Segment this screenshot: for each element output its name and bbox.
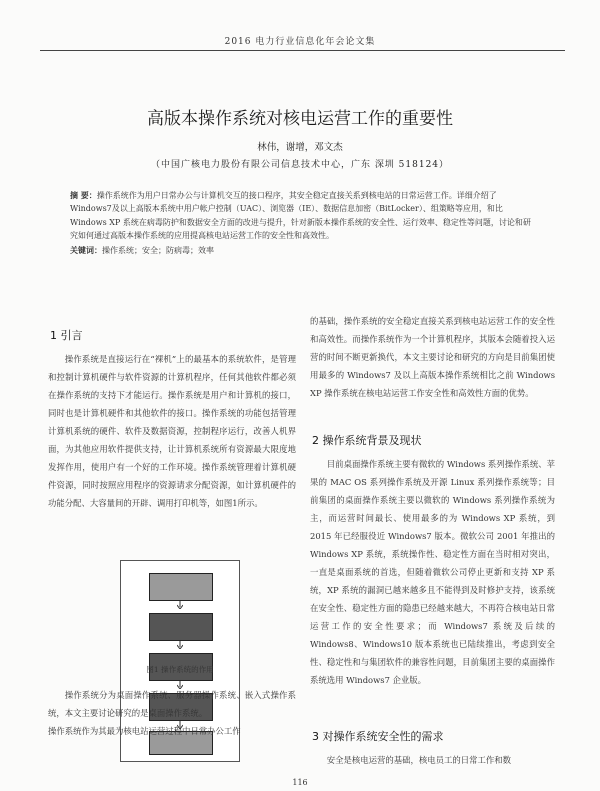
abstract-label: 摘 要： xyxy=(70,191,97,200)
section1-paragraph-3: 操作系统作为其最为核电站运营过程中日常办公工作 xyxy=(48,726,241,736)
section2-heading: 2 操作系统背景及现状 xyxy=(312,434,422,447)
keywords-text: 操作系统；安全；防病毒；效率 xyxy=(102,246,214,255)
figure-box-os xyxy=(149,613,213,641)
section2-paragraph-1: 目前桌面操作系统主要有微软的 Windows 系列操作系统、苹果的 MAC OS 系列操作系统及开源 Linux 系列操作系统等；目前集团的桌面操作系统主要以微软的 Windows 系列操作系统为主，而运营时间最长、使用最多的为 Windows XP 系统，到 2015 年已经服役近 Windows7 版本。微软公司 2001 年推出的 Windows XP 系统，系统操作性、稳定性方面在当时相对突出，一直是桌面系统的首选，但随着微软公司停止更新和支持 XP 系统，XP 系统的漏洞已越来越多且不能得到及时修护支持，该系统在安全性、稳定性方面的隐患已经越来越大，不再符合核电站日常运营工作的安全性要求；而 Windows7 系统及后续的 Windows8、Windows10 版本系统也已陆续推出，考虑到安全性、稳定性和与集团软件的兼容性问题，目前集团主要的桌面操作系统选用 Windows7 企业版。 xyxy=(310,459,555,685)
section1-heading: 1 引言 xyxy=(50,329,83,342)
section3-heading: 3 对操作系统安全性的需求 xyxy=(312,730,444,743)
right-intro-paragraph: 的基础，操作系统的安全稳定直接关系到核电站运营工作的安全性和高效性。而操作系统作为一个计算机程序，其版本会随着投入运营的时间不断更新换代，本文主要讨论和研究的方向是目前集团使用最多的 Windows7 及以上高版本操作系统相比之前 Windows XP 操作系统在核电站运营工作安全性和高效性方面的优势。 xyxy=(310,316,555,398)
header-rule xyxy=(40,50,565,51)
keywords xyxy=(70,245,538,256)
page-number: 116 xyxy=(292,778,308,787)
paper-title: 高版本操作系统对核电运营工作的重要性 xyxy=(147,109,453,129)
section3-paragraph-1: 安全是核电运营的基础，核电员工的日常工作和数 xyxy=(326,755,512,765)
figure-caption: 图1 操作系统的作用 xyxy=(146,665,214,674)
figure-arrow-icon xyxy=(177,601,183,609)
authors: 林伟，谢增，邓文杰 xyxy=(257,142,343,153)
section1-paragraph-1: 操作系统是直接运行在“裸机”上的最基本的系统软件，是管理和控制计算机硬件与软件资源的计算机程序，任何其他软件都必须在操作系统的支持下才能运行。操作系统是用户和计算机的接口，同时也是计算机硬件和其他软件的接口。操作系统的功能包括管理计算机系统的硬件、软件及数据资源，控制程序运行，改善人机界面，为其他应用软件提供支持，让计算机系统所有资源最大限度地发挥作用，使用户有一个好的工作环境。操作系统管理着计算机硬件资源，同时按照应用程序的资源请求分配资源，如计算机硬件的功能分配、大容量间的开辟、调用打印机等，如图1所示。 xyxy=(48,354,296,508)
section1-paragraph-2: 操作系统分为桌面操作系统、服务器操作系统、嵌入式操作系统，本文主要讨论研究的是桌面操作系统。 xyxy=(48,690,296,718)
figure-arrow-icon xyxy=(177,641,183,649)
abstract-text: 操作系统作为用户日常办公与计算机交互的接口程序，其安全稳定直接关系到核电站的日常运营工作。详细介绍了Windows7及以上高版本系统中用户帐户控制（UAC）、浏览器（IE）、数据信息加密（BitLocker）、组策略等应用，和比 Windows XP 系统在病毒防护和数据安全方面的改进与提升，针对新版本操作系统的安全性、运行效率、稳定性等问题，讨论和研究如何通过高版本操作系统的应用提高核电站运营工作的安全性和高效性。 xyxy=(70,191,531,240)
running-header: 2016 电力行业信息化年会论文集 xyxy=(224,37,376,47)
affiliation: （中国广核电力股份有限公司信息技术中心，广东 深圳 518124） xyxy=(150,160,450,170)
abstract xyxy=(70,189,538,242)
figure-box-applications xyxy=(149,573,213,601)
keywords-label: 关键词： xyxy=(70,246,102,255)
